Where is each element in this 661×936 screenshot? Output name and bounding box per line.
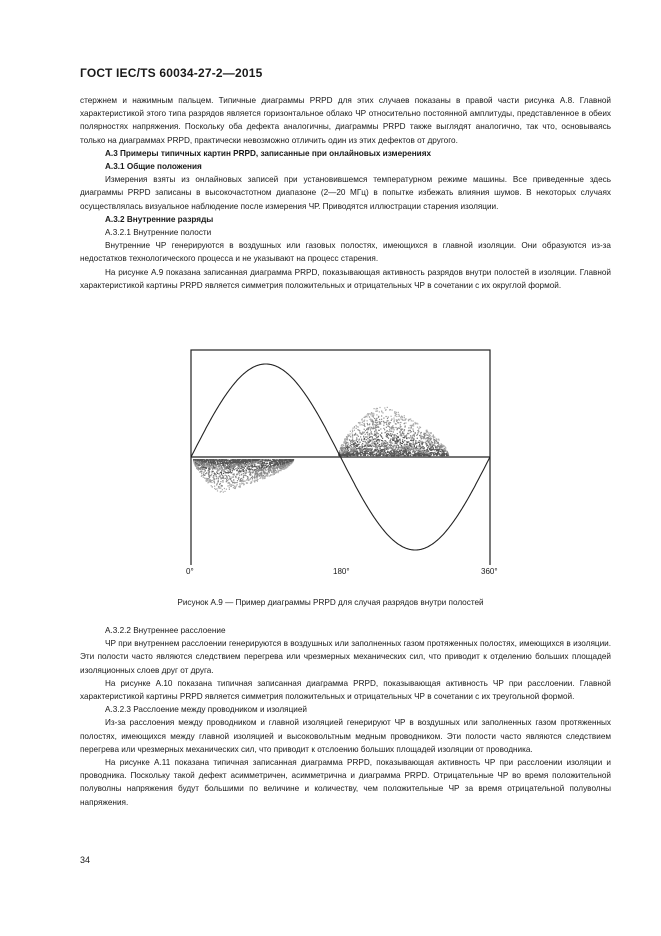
paragraph: На рисунке А.9 показана записанная диаграмма PRPD, показывающая активность разрядов внутри полостей в изоляции. Главной характеристикой картины PRPD является симметрия положительных и отрицательных ЧР в сочетании с их округлой формой.	[80, 267, 611, 290]
tick-label-0: 0°	[186, 567, 194, 576]
paragraph: На рисунке А.10 показана типичная записанная диаграмма PRPD, показывающая активность ЧР при расслоении. Главной характеристикой картины PRPD является симметрия положительных и отрицательных ЧР в сочетании с их треугольной формой.	[80, 678, 611, 702]
paragraph: А.3 Примеры типичных картин PRPD, записанные при онлайновых измерениях	[105, 148, 432, 158]
text-block-upper	[80, 94, 611, 292]
paragraph: стержнем и нажимным пальцем. Типичные диаграммы PRPD для этих случаев показаны в правой части рисунка А.8. Главной характеристикой этого типа разрядов является горизонтальное облако ЧР относительно постоянной амплитуды, представленное в обеих полярностях напряжения. Поскольку оба дефекта аналогичны, диаграммы PRPD также выглядят аналогично, так что, основываясь только на диаграммах PRPD, практически невозможно отличить один из этих дефектов от другого.	[80, 96, 611, 145]
paragraph: Внутренние ЧР генерируются в воздушных или газовых полостях, имеющихся в главной изоляции. Они образуются из-за недостатков технологического процесса и не указывают на процесс старения.	[80, 241, 611, 264]
tick-label-360: 360°	[481, 567, 498, 576]
figure-caption: Рисунок А.9 — Пример диаграммы PRPD для случая разрядов внутри полостей	[177, 598, 484, 607]
paragraph: А.3.2.1 Внутренние полости	[105, 228, 212, 238]
text-block-lower	[80, 624, 611, 809]
prpd-diagram	[190, 349, 492, 565]
paragraph: А.3.1 Общие положения	[105, 162, 202, 172]
paragraph: А.3.2.3 Расслоение между проводником и изоляцией	[105, 705, 307, 715]
paragraph: А.3.2.2 Внутреннее расслоение	[105, 626, 226, 635]
paragraph: ЧР при внутреннем расслоении генерируются в воздушных или заполненных газом протяженных полостях, имеющихся в изоляции. Эти полости часто являются следствием перегрева или чрезмерных механических сил, что приводит к отделению больших площадей изоляционных слоев друг от друга.	[80, 639, 611, 675]
paragraph: На рисунке А.11 показана типичная записанная диаграмма PRPD, показывающая активность ЧР при расслоении изоляции и проводника. Поскольку такой дефект асимметричен, асимметрична и диаграмма PRPD. Отрицательные ЧР во время положительной полуволны напряжения будут большими по величине и количеству, чем положительные ЧР за время отрицательной полуволны напряжения.	[80, 758, 611, 807]
paragraph: А.3.2 Внутренние разряды	[105, 214, 214, 224]
paragraph: Из-за расслоения между проводником и главной изоляцией генерируют ЧР в воздушных или заполненных газом протяженных полостях, имеющихся между главной изоляцией и высоковольтным медным проводником. Эти полости часто являются следствием перегрева или чрезмерных механических сил, что приводит к отслоению больших площадей изоляции от проводника.	[80, 718, 611, 754]
tick-label-180: 180°	[333, 567, 350, 576]
page-number: 34	[80, 855, 91, 865]
document-header: ГОСТ IEC/TS 60034-27-2—2015	[80, 66, 263, 80]
paragraph: Измерения взяты из онлайновых записей при установившемся температурном режиме машины. Все приведенные здесь диаграммы PRPD записаны в высокочастотном диапазоне (2—20 МГц) в попытке избежать влияния шумов. В некоторых случаях осуществлялась визуальное наблюдение после измерения ЧР. Приводятся иллюстрации старения изоляции.	[80, 175, 611, 211]
